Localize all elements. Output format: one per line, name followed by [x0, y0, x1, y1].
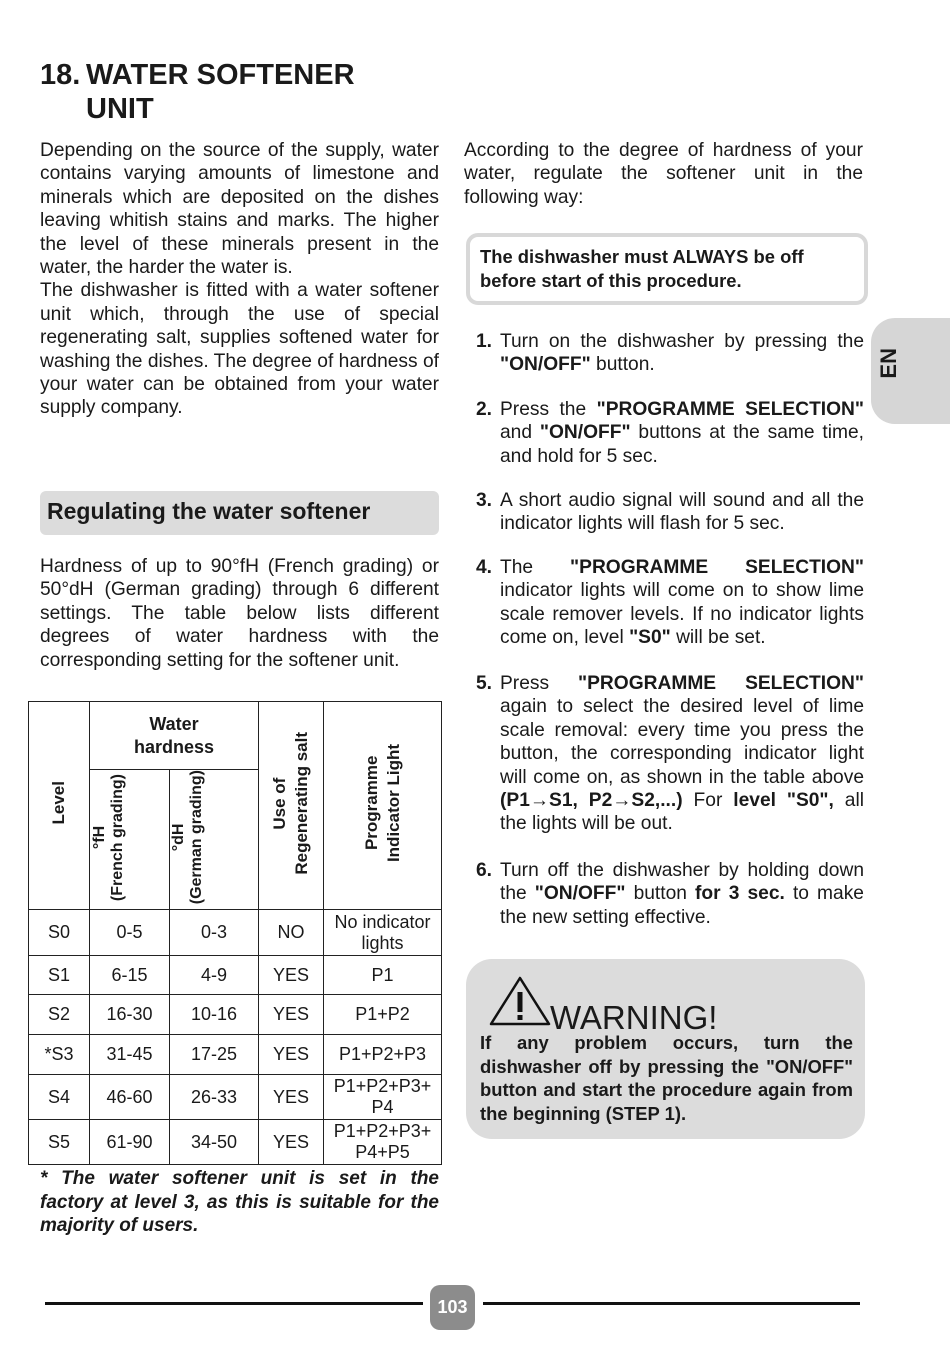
- intro-text: [40, 139, 439, 420]
- header-indicator-light: Programme Indicator Light: [324, 702, 442, 910]
- header-level: Level: [29, 702, 90, 910]
- table-row: S5 61-90 34-50 YES P1+P2+P3+ P4+P5: [29, 1120, 442, 1165]
- step-5: 5. Press "PROGRAMME SELECTION" again to select the desired level of lime scale removal: every time you press the button, the corresponding indicator light will come on, as shown in the table above (P1→S1, P2→S2,...) For level "S0", all the lights will be out.: [476, 673, 864, 835]
- step-2: 2. Press the "PROGRAMME SELECTION" and "ON/OFF" buttons at the same time, and hold for 5 sec.: [476, 399, 865, 467]
- table-row: S4 46-60 26-33 YES P1+P2+P3+ P4: [29, 1075, 442, 1120]
- table-row: *S3 31-45 17-25 YES P1+P2+P3: [29, 1035, 442, 1075]
- section-title-line2: UNIT: [86, 93, 154, 125]
- step-1: 1. Turn on the dishwasher by pressing the "ON/OFF" button.: [476, 331, 864, 376]
- intro-paragraph-1: Depending on the source of the supply, water contains varying amounts of limestone and minerals which are deposited on the dishes leaving whitish stains and marks. The higher the level of these minerals present in the water, the harder the water is.: [40, 140, 439, 279]
- table-row: S1 6-15 4-9 YES P1: [29, 956, 442, 995]
- intro-paragraph-2: The dishwasher is fitted with a water softener unit which, through the use of special regenerating salt, supplies softened water for washing the dishes. The degree of hardness of your water can be obtained from your water supply company.: [40, 280, 439, 419]
- header-regenerating-salt: Use of Regenerating salt: [259, 702, 324, 910]
- footer-rule-right: [483, 1302, 860, 1305]
- warning-triangle-icon: [488, 975, 552, 1027]
- header-german-grading: °dH (German grading): [170, 770, 259, 910]
- step-3: 3. A short audio signal will sound and all the indicator lights will flash for 5 sec.: [476, 490, 864, 535]
- language-label: EN: [876, 348, 901, 379]
- hardness-table: [28, 701, 442, 1165]
- regulating-heading: Regulating the water softener: [40, 491, 439, 535]
- table-row: S0 0-5 0-3 NO No indicator lights: [29, 910, 442, 956]
- notice-box: The dishwasher must ALWAYS be off before start of this procedure.: [466, 233, 868, 305]
- warning-text: If any problem occurs, turn the dishwasher off by pressing the "ON/OFF" button and start the procedure again from the beginning (STEP 1).: [480, 1032, 853, 1124]
- footer-rule-left: [45, 1302, 423, 1305]
- warning-title: WARNING!: [550, 999, 718, 1036]
- page-number: 103: [430, 1285, 475, 1330]
- footnote: * The water softener unit is set in the factory at level 3, as this is suitable for the majority of users.: [40, 1168, 439, 1237]
- right-intro: According to the degree of hardness of your water, regulate the softener unit in the following way:: [464, 140, 863, 208]
- header-water-hardness: Water hardness: [90, 702, 259, 770]
- table-row: S2 16-30 10-16 YES P1+P2: [29, 995, 442, 1035]
- step-4: 4. The "PROGRAMME SELECTION" indicator lights will come on to show lime scale remover levels. If no indicator lights come on, level "S0" will be set.: [476, 557, 864, 649]
- step-6: 6. Turn off the dishwasher by holding down the "ON/OFF" button for 3 sec. to make the new setting effective.: [476, 860, 864, 928]
- regulating-text: Hardness of up to 90°fH (French grading) or 50°dH (German grading) through 6 different settings. The table below lists different degrees of water hardness with the corresponding setting for the softener unit.: [40, 556, 439, 671]
- section-number: 18.: [40, 59, 81, 91]
- section-title: [40, 58, 355, 126]
- section-title-line1: WATER SOFTENER: [86, 59, 355, 91]
- header-french-grading: °fH (French grading): [90, 770, 170, 910]
- warning-box: [466, 959, 865, 1139]
